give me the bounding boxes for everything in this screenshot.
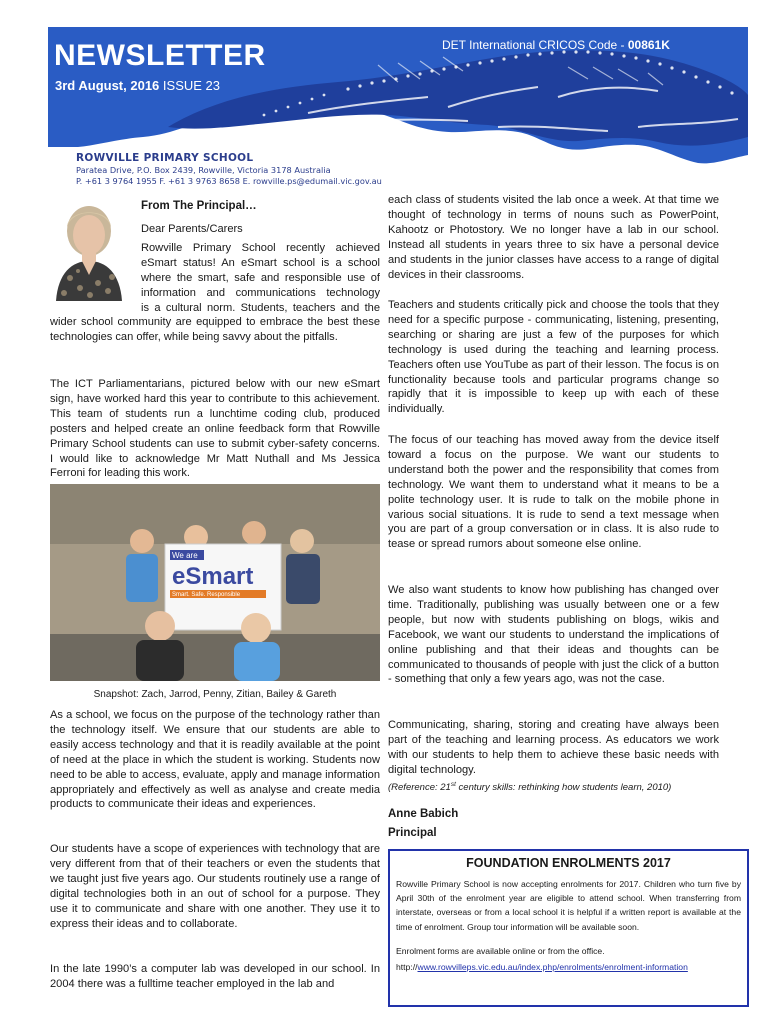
intro-line: is a cultural norm. Students, teachers and the [141,301,380,314]
intro-line: where the smart, safe and responsible use of [141,271,380,284]
right-paragraph-5: Communicating, sharing, storing and creating have always been part of the teaching and learning process. As educators we work with our students to help them to achieve these basic needs with digital technology. [388,719,719,776]
reference-suffix: century skills: rethinking how students learn, 2010) [455,782,672,794]
greeting: Dear Parents/Carers [141,223,243,235]
school-name-part2: PRIMARY SCHOOL [143,152,254,164]
enrolment-info-link[interactable]: www.rowvilleps.vic.edu.au/index.php/enrolments/enrolment-information [417,962,688,973]
school-name-part1: ROWVILLE [76,152,140,164]
issue-number: ISSUE 23 [162,78,220,93]
principal-photo [50,193,128,301]
school-name [76,152,476,165]
newsletter-title: NEWSLETTER [54,39,266,72]
left-paragraph-1: As a school, we focus on the purpose of the technology rather than the technology itself. We ensure that our students are able to easily access technology and that it is readily available at the point of need at the place in which the student is working. Students now need to be able to access, evaluate, apply and manage information appropriately and effectively as well as analyse and create media products to communicate their ideas and experiences. [50,709,380,811]
intro-line: eSmart status! An eSmart school is a school [141,256,380,269]
enrolments-title: FOUNDATION ENROLMENTS 2017 [466,856,671,870]
right-paragraph-1: each class of students visited the lab once a week. At that time we thought of technology in terms of nouns such as PowerPoint, Kahootz or Photostory. We no longer have a lab in our school. Instead all students in years three to six have a personal device and students in the junior classes have access to a range of digital devices in their classrooms. [388,194,719,281]
enrolments-link-line [396,960,741,974]
intro-line: Rowville Primary School recently achieved [141,242,380,254]
date-text: 3rd August, 2016 [55,78,160,93]
left-paragraph-2: Our students have a scope of experiences with technology that are very different from that of their teachers or even the students that we taught just five years ago. Our students routinely use a range of digital technologies both in an out of school for a purpose. They use it to communicate and share with one another. They use it to express their ideas and to collaborate. [50,843,380,930]
photo-caption: Snapshot: Zach, Jarrod, Penny, Zitian, Bailey & Gareth [93,689,337,700]
reference-sup: st [450,781,456,788]
school-address: Paratea Drive, P.O. Box 2439, Rowville, Victoria 3178 Australia [76,165,331,175]
school-contact: P. +61 3 9764 1955 F. +61 3 9763 8658 E. rowville.ps@edumail.vic.gov.au [76,176,382,186]
right-paragraph-3: The focus of our teaching has moved away from the device itself toward a focus on the purpose. We want our students to understand both the power and the responsibility that comes from technology. We want them to understand what it means to be a polite technology user. It is rude to talk on the mobile phone in various social situations. It is rude to send a text message when you are part of a group conversation or in class. It is also rude to tease or spread rumors about someone else online. [388,434,719,551]
enrolments-forms: Enrolment forms are available online or from the office. [396,945,605,956]
cricos-label: DET International CRICOS Code - [442,38,628,52]
link-prefix: http:// [396,962,418,973]
cricos-code [442,38,670,52]
left-paragraph-3: In the late 1990’s a computer lab was developed in our school. In 2004 there was a fulltime teacher employed in the lab and [50,963,380,990]
principal-heading: From The Principal… [141,200,257,212]
signature-role: Principal [388,827,437,839]
students-photo [50,484,380,681]
signature-name: Anne Babich [388,808,459,820]
sign-tag-text: Smart. Safe. Responsible [172,592,241,598]
enrolments-text: Rowville Primary School is now accepting enrolments for 2017. Children who turn five by April 30th of the enrolment year are eligible to attend school. When transferring from interstate, overseas or from a local school it is helpful if a written report is available at the time of enrolment. Group tour information will be available soon. [396,879,741,932]
intro-line: information and communications technology [141,286,380,299]
issue-date [55,78,220,93]
sign-big-text: eSmart [172,563,254,590]
students-esmart-photo-icon [50,484,380,681]
ict-paragraph: The ICT Parliamentarians, pictured below with our new eSmart sign, have worked hard this year to contribute to this achievement. This team of students run a lunchtime coding club, produced posters and helped create an online feedback form that Rowville Primary School students can use to submit cyber-safety concerns. I would like to acknowledge Mr Matt Nuthall and Ms Jessica Ferroni for leading this work. [50,378,380,480]
sign-small-text: We are [172,551,198,560]
cricos-number: 00861K [627,38,670,52]
principal-intro [141,241,380,316]
reference-prefix: (Reference: 21 [388,782,451,794]
enrolments-box [388,849,749,1007]
reference-note [388,781,671,793]
right-paragraph-4: We also want students to know how publishing has changed over time. Traditionally, publishing was usually between one or a few people, but now with students publishing on blogs, wikis and Facebook, we want our students to understand the implications of online publishing and that their ideas and thoughts can be communicated to thousands of people with just the click of a button - something that only a few years ago, was not the case. [388,584,719,686]
principal-portrait-icon [50,193,128,301]
principal-intro-rest: wider school community are equipped to embrace the best these technologies can offer, while being savvy about the pitfalls. [50,316,380,343]
school-details [76,152,476,187]
right-paragraph-2: Teachers and students critically pick and choose the tools that they need for a specific purpose - communicating, listening, presenting, searching or sharing are just a few of the purposes for which technology is used during the teaching and learning process. Teachers often use YouTube as part of their lesson. The focus is on functionality because tools and particular programs change so rapidly that it is impossible to keep up with each of these individually. [388,299,719,416]
